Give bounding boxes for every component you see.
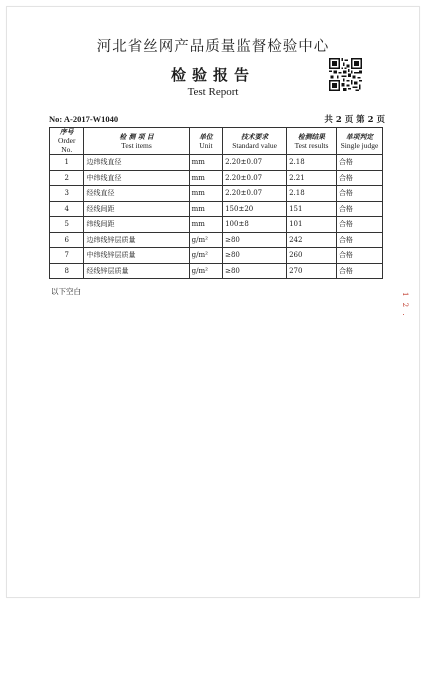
- organization-title: 河北省丝网产品质量监督检验中心: [96, 39, 330, 55]
- edge-mark: 1 2 .: [401, 292, 409, 318]
- table-row: [50, 155, 383, 171]
- cell-result: 260: [287, 248, 337, 264]
- cell-judge: 合格: [336, 201, 382, 217]
- cell-judge: 合格: [336, 263, 382, 279]
- cell-test-item: 经线直径: [84, 186, 189, 202]
- table-row: [50, 217, 383, 233]
- cell-unit: g/m²: [189, 248, 222, 264]
- table-header-row: [50, 128, 383, 155]
- cell-unit: mm: [189, 170, 222, 186]
- report-title: 检验报告: [170, 66, 255, 84]
- cell-judge: 合格: [336, 186, 382, 202]
- cell-test-item: 边纬线直径: [84, 155, 189, 171]
- cell-standard: 150±20: [223, 201, 287, 217]
- cell-standard: ≥80: [223, 232, 287, 248]
- report-number: No: A-2017-W1040: [49, 114, 119, 124]
- cell-result: 2.21: [287, 170, 337, 186]
- report-subtitle: Test Report: [187, 86, 239, 98]
- cell-result: 101: [287, 217, 337, 233]
- table-row: [50, 201, 383, 217]
- cell-unit: mm: [189, 201, 222, 217]
- cell-order-no: 6: [50, 232, 84, 248]
- cell-unit: g/m²: [189, 232, 222, 248]
- table-row: [50, 186, 383, 202]
- cell-standard: 100±8: [223, 217, 287, 233]
- cell-result: 151: [287, 201, 337, 217]
- cell-result: 2.18: [287, 186, 337, 202]
- cell-result: 242: [287, 232, 337, 248]
- header-unit: 单位 Unit: [189, 128, 222, 155]
- cell-test-item: 中纬线直径: [84, 170, 189, 186]
- table-row: [50, 232, 383, 248]
- header-order-no: 序号 Order No.: [50, 128, 84, 155]
- cell-order-no: 3: [50, 186, 84, 202]
- cell-standard: 2.20±0.07: [223, 186, 287, 202]
- results-table: [49, 127, 383, 279]
- header-standard-value: 技术要求 Standard value: [223, 128, 287, 155]
- cell-result: 270: [287, 263, 337, 279]
- cell-judge: 合格: [336, 232, 382, 248]
- cell-judge: 合格: [336, 155, 382, 171]
- cell-unit: mm: [189, 155, 222, 171]
- end-of-content-note: 以下空白: [51, 287, 81, 296]
- cell-result: 2.18: [287, 155, 337, 171]
- cell-test-item: 经线锌层质量: [84, 263, 189, 279]
- header-single-judge: 单项判定 Single judge: [336, 128, 382, 155]
- cell-standard: ≥80: [223, 263, 287, 279]
- cell-order-no: 5: [50, 217, 84, 233]
- page-count: 共 2 页 第 2 页: [324, 115, 385, 125]
- cell-order-no: 8: [50, 263, 84, 279]
- cell-standard: 2.20±0.07: [223, 170, 287, 186]
- header-test-results: 检测结果 Test results: [287, 128, 337, 155]
- cell-order-no: 1: [50, 155, 84, 171]
- cell-test-item: 经线间距: [84, 201, 189, 217]
- cell-unit: g/m²: [189, 263, 222, 279]
- cell-test-item: 纬线间距: [84, 217, 189, 233]
- cell-standard: ≥80: [223, 248, 287, 264]
- cell-judge: 合格: [336, 217, 382, 233]
- cell-order-no: 7: [50, 248, 84, 264]
- cell-standard: 2.20±0.07: [223, 155, 287, 171]
- cell-judge: 合格: [336, 170, 382, 186]
- table-row: [50, 248, 383, 264]
- cell-unit: mm: [189, 186, 222, 202]
- cell-test-item: 中纬线锌层质量: [84, 248, 189, 264]
- table-row: [50, 170, 383, 186]
- cell-order-no: 4: [50, 201, 84, 217]
- table-row: [50, 263, 383, 279]
- report-page: [6, 6, 420, 598]
- cell-judge: 合格: [336, 248, 382, 264]
- cell-order-no: 2: [50, 170, 84, 186]
- cell-test-item: 边纬线锌层质量: [84, 232, 189, 248]
- header-test-items: 检 测 项 目 Test items: [84, 128, 189, 155]
- cell-unit: mm: [189, 217, 222, 233]
